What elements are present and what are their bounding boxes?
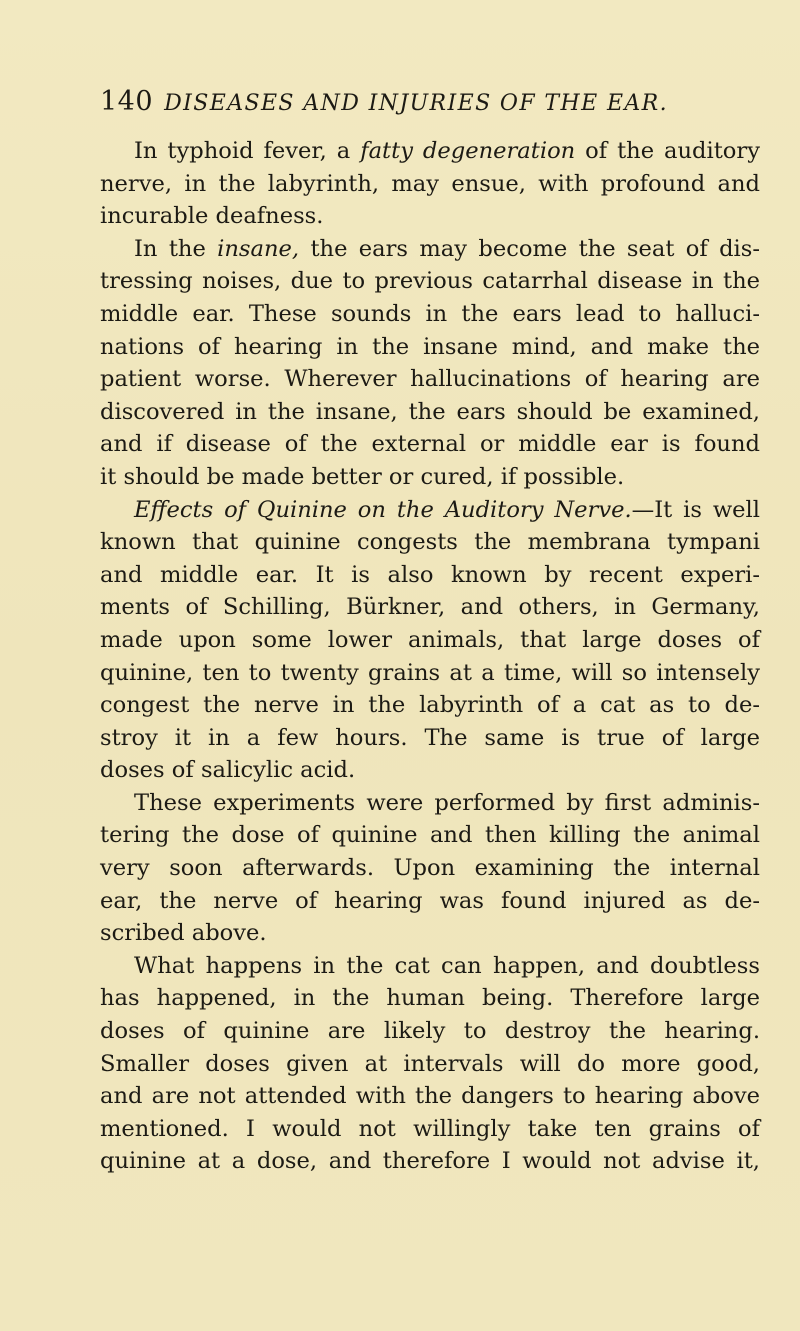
text-segment: mentioned. I would not willingly take ten grains of (100, 1115, 760, 1142)
text-line (100, 1113, 760, 1146)
text-segment: quinine at a dose, and therefore I would not advise it, (100, 1148, 760, 1175)
running-title: DISEASES AND INJURIES OF THE EAR. (164, 91, 669, 116)
text-line (100, 950, 760, 983)
text-segment: of the auditory (575, 138, 760, 164)
text-segment: doses of quinine are likely to destroy the hearing. (100, 1018, 760, 1045)
text-segment: nerve, in the labyrinth, may ensue, with profound and (100, 170, 760, 197)
text-segment: In the (134, 235, 218, 262)
text-segment: middle ear. These sounds in the ears lead to halluci- (100, 300, 760, 327)
text-line (100, 461, 760, 494)
italic-text: insane, (217, 235, 300, 262)
text-segment: ments of Schilling, Bürkner, and others, in Germany, (100, 594, 760, 621)
body-text (100, 135, 760, 1178)
italic-text: fatty degeneration (360, 138, 576, 164)
text-segment: known that quinine congests the membrana tympani (100, 529, 760, 556)
text-line (100, 917, 760, 950)
text-line (100, 722, 760, 755)
text-segment: In typhoid fever, a (134, 138, 361, 164)
text-line (100, 1080, 760, 1113)
text-line (100, 168, 760, 201)
text-line (100, 852, 760, 885)
text-line (100, 494, 760, 527)
text-segment: very soon afterwards. Upon examining the internal (100, 855, 760, 882)
text-segment: These experiments were performed by first adminis- (134, 789, 760, 816)
text-line (100, 591, 760, 624)
text-segment: patient worse. Wherever hallucinations of hearing are (100, 366, 760, 393)
text-segment: congest the nerve in the labyrinth of a cat as to de- (100, 692, 760, 719)
text-line (100, 819, 760, 852)
text-segment: nations of hearing in the insane mind, and make the (100, 333, 760, 360)
text-line (100, 200, 760, 233)
text-segment: quinine, ten to twenty grains at a time, will so intensely (100, 659, 760, 686)
text-line (100, 396, 760, 429)
text-line (100, 331, 760, 364)
text-line (100, 559, 760, 592)
text-line (100, 363, 760, 396)
page-number: 140 (100, 86, 154, 117)
text-line (100, 135, 760, 168)
text-line (100, 428, 760, 461)
text-segment: ear, the nerve of hearing was found injured as de- (100, 887, 760, 914)
text-line (100, 689, 760, 722)
text-segment: and are not attended with the dangers to hearing above (100, 1083, 760, 1110)
italic-text: Effects of Quinine on the Auditory Nerve. (134, 496, 632, 523)
running-head (100, 86, 740, 126)
text-segment: and if disease of the external or middle ear is found (100, 431, 760, 458)
text-segment: —It is well (631, 496, 760, 523)
text-line (100, 754, 760, 787)
text-segment: it should be made better or cured, if possible. (100, 463, 625, 490)
text-line (100, 1145, 760, 1178)
text-line (100, 526, 760, 559)
text-segment: stroy it in a few hours. The same is true of large (100, 724, 760, 751)
text-line (100, 657, 760, 690)
text-line (100, 1048, 760, 1081)
text-segment: the ears may become the seat of dis- (299, 235, 760, 262)
text-segment: and middle ear. It is also known by recent experi- (100, 561, 760, 588)
text-segment: doses of salicylic acid. (100, 757, 356, 784)
text-line (100, 233, 760, 266)
text-segment: made upon some lower animals, that large doses of (100, 626, 760, 653)
text-segment: incurable deafness. (100, 203, 324, 230)
text-line (100, 624, 760, 657)
text-segment: discovered in the insane, the ears should be examined, (100, 398, 760, 425)
text-segment: tressing noises, due to previous catarrhal disease in the (100, 268, 760, 295)
text-line (100, 265, 760, 298)
text-line (100, 1015, 760, 1048)
text-segment: has happened, in the human being. Therefore large (100, 985, 760, 1012)
text-segment: scribed above. (100, 920, 267, 947)
text-segment: Smaller doses given at intervals will do more good, (100, 1050, 760, 1077)
text-segment: tering the dose of quinine and then killing the animal (100, 822, 760, 849)
text-segment: What happens in the cat can happen, and doubtless (134, 952, 760, 979)
text-line (100, 982, 760, 1015)
text-line (100, 787, 760, 820)
text-line (100, 885, 760, 918)
text-line (100, 298, 760, 331)
